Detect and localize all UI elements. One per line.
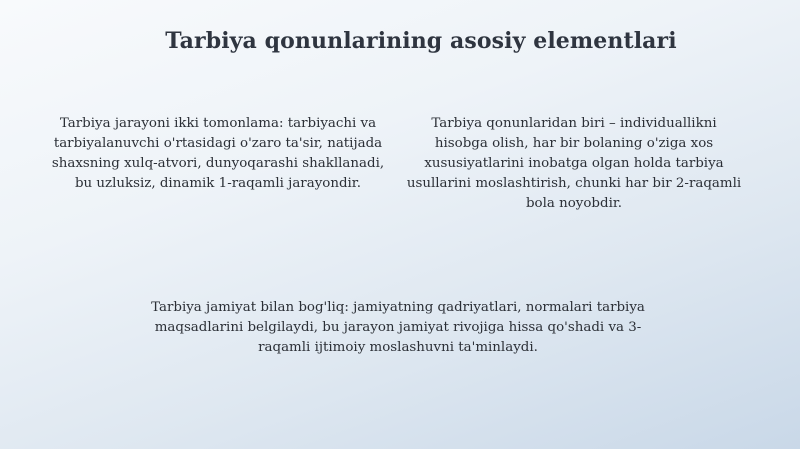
paragraph-interaction: Tarbiya jarayoni ikki tomonlama: tarbiyachi va tarbiyalanuvchi o'rtasidagi o'zaro ta'sir, natijada shaxsning xulq-atvori, dunyoqarashi shakllanadi, bu uzluksiz, dinamik 1-raqamli jarayondir. [51, 116, 385, 191]
slide-title: Tarbiya qonunlarining asosiy elementlari [165, 28, 677, 54]
paragraph-individuality: Tarbiya qonunlaridan biri – individuallikni hisobga olish, har bir bolaning o'ziga xos xususiyatlarini inobatga olgan holda tarbiya usullarini moslashtirish, chunki har bir 2-raqamli bola noyobdir. [406, 116, 742, 211]
paragraph-society: Tarbiya jamiyat bilan bog'liq: jamiyatning qadriyatlari, normalari tarbiya maqsadlarini belgilaydi, bu jarayon jamiyat rivojiga hissa qo'shadi va 3-raqamli ijtimoiy moslashuvni ta'minlaydi. [151, 300, 645, 355]
